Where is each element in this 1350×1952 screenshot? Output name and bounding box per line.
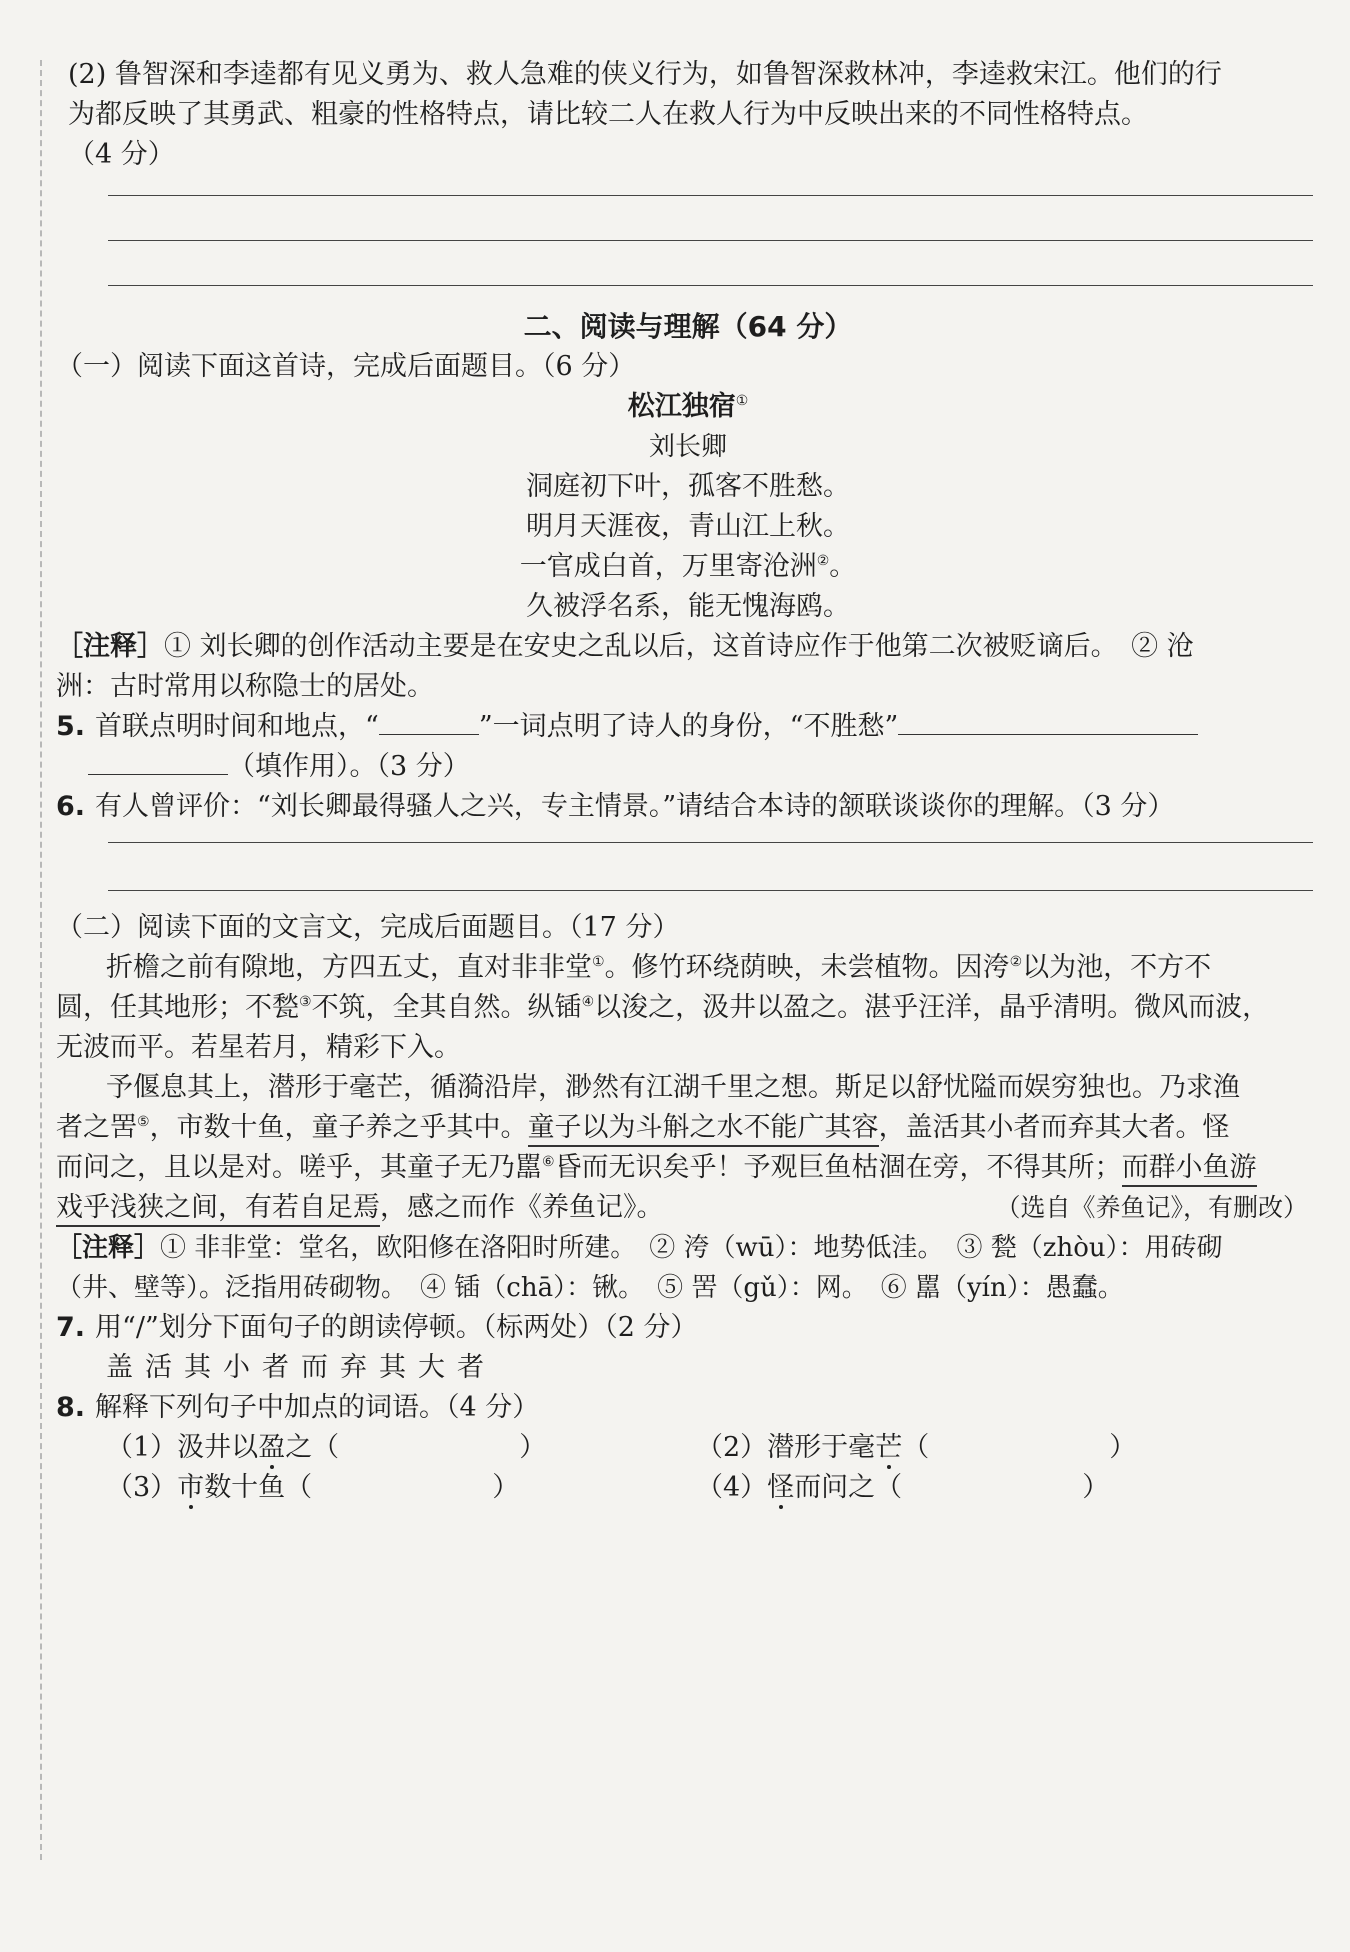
- q4-2-text-line1: (2) 鲁智深和李逵都有见义勇为、救人急难的侠义行为，如鲁智深救林冲，李逵救宋江。他们的行: [68, 59, 1222, 90]
- passage-line-4: 予偃息其上，潜形于毫芒，循漪沿岸，渺然有江湖千里之想。斯足以舒忧隘而娱穷独也。乃求渔: [106, 1072, 1240, 1103]
- q8-item-3: [106, 1463, 519, 1513]
- q4-2-score: （4 分）: [68, 139, 175, 170]
- answer-line-q6-2[interactable]: [108, 890, 1313, 891]
- underlined-sentence: 而群小鱼游: [1122, 1152, 1257, 1187]
- footnote-marker: ②: [1009, 954, 1023, 970]
- q8-close-paren: ）: [1082, 1472, 1110, 1503]
- binding-margin-line: [40, 60, 42, 1860]
- q7-sentence[interactable]: 盖活其小者而弃其大者: [106, 1352, 496, 1383]
- q8-text: 解释下列句子中加点的词语。（4 分）: [95, 1392, 540, 1423]
- footnote-marker: ⑥: [542, 1154, 555, 1170]
- note-label: ［注释］: [56, 1233, 161, 1263]
- underlined-sentence: 戏乎浅狭之间，有若自足焉: [56, 1192, 380, 1227]
- passage-text: 者之罟: [56, 1112, 137, 1143]
- q5-blank-2[interactable]: [898, 706, 1198, 735]
- poem-line-2: 明月天涯夜，青山江上秋。: [526, 511, 850, 542]
- dotted-word: 怪: [767, 1472, 795, 1503]
- question-number: 8.: [56, 1392, 86, 1423]
- passage-text: ，感之而作《养鱼记》。: [380, 1192, 664, 1223]
- q8-close-paren: ）: [1109, 1432, 1137, 1463]
- answer-line-q4-3[interactable]: [108, 285, 1313, 286]
- passage-line-3: 无波而平。若星若月，精彩下入。: [56, 1032, 461, 1063]
- poem-line-3-text: 一官成白首，万里寄沧洲: [519, 551, 817, 582]
- q5-blank-3[interactable]: [88, 746, 228, 775]
- passage-text: 折檐之前有隙地，方四五丈，直对非非堂: [106, 952, 592, 983]
- poem-title: 松江独宿: [627, 391, 736, 422]
- poem-line-4: 久被浮名系，能无愧海鸥。: [526, 591, 850, 622]
- passage-text: 以浚之，汲井以盈之。湛乎汪洋，晶乎清明。微风而波，: [594, 992, 1270, 1023]
- footnote-marker: ①: [592, 954, 605, 970]
- q8-item-4: [696, 1463, 1109, 1513]
- q5-text-c: （填作用）。（3 分）: [228, 751, 470, 782]
- poem-note-1: ① 刘长卿的创作活动主要是在安史之乱以后，这首诗应作于他第二次被贬谪后。 ② 沧: [164, 631, 1194, 662]
- q8-close-paren: ）: [519, 1432, 547, 1463]
- question-number: 6.: [56, 791, 86, 822]
- passage-note: ① 非非堂：堂名，欧阳修在洛阳时所建。 ② 洿（wū）：地势低洼。 ③ 甃（zhòu）：用砖砌: [160, 1233, 1223, 1263]
- passage-text: 。修竹环绕荫映，未尝植物。因洿: [604, 952, 1010, 983]
- passage-text: 以为池，不方不: [1022, 952, 1212, 983]
- q5-text-b: ”一词点明了诗人的身份，“不胜愁”: [478, 711, 899, 742]
- poem-notes-line2: 洲：古时常用以称隐士的居处。: [56, 671, 434, 702]
- answer-line-q6-1[interactable]: [108, 842, 1313, 843]
- question-number: 5.: [56, 711, 86, 742]
- poem-author: 刘长卿: [648, 432, 727, 462]
- q8-close-paren: ）: [492, 1472, 520, 1503]
- passage-text: ，市数十鱼，童子养之乎其中。: [149, 1112, 528, 1143]
- footnote-marker: ③: [299, 994, 312, 1010]
- footnote-marker: ⑤: [137, 1114, 150, 1130]
- passage-text: ，盖活其小者而弃其大者。怪: [878, 1112, 1230, 1143]
- underlined-sentence: 童子以为斗斛之水不能广其容: [528, 1112, 879, 1147]
- question-number: 7.: [56, 1312, 86, 1343]
- answer-line-q4-2[interactable]: [108, 240, 1313, 241]
- q8-item-text: 之（: [285, 1432, 340, 1463]
- note-label: ［注释］: [56, 631, 164, 662]
- dotted-word: 盈: [258, 1432, 286, 1463]
- q8-item-text: 数十鱼（: [204, 1472, 313, 1503]
- q8-item-text: （3）: [106, 1472, 178, 1503]
- q5-blank-1[interactable]: [379, 706, 479, 735]
- footnote-marker: ②: [816, 553, 830, 569]
- q8-item-text: （2）潜形于毫: [696, 1432, 876, 1463]
- passage-source: （选自《养鱼记》，有删改）: [995, 1193, 1308, 1222]
- part1-intro: （一）阅读下面这首诗，完成后面题目。（6 分）: [56, 351, 636, 382]
- poem-line-3-end: 。: [829, 551, 857, 582]
- passage-text: 而问之，且以是对。嗟乎，其童子无乃嚚: [56, 1152, 542, 1183]
- q7-text: 用“/”划分下面句子的朗读停顿。（标两处）（2 分）: [95, 1312, 698, 1343]
- q8-item-text: （: [902, 1432, 930, 1463]
- question-6: [56, 782, 1174, 832]
- section-title: 二、阅读与理解（64 分）: [523, 310, 853, 343]
- passage-notes-line2: （井、壁等）。泛指用砖砌物。 ④ 锸（chā）：锹。 ⑤ 罟（gǔ）：网。 ⑥ 嚚（yín）：愚蠢。: [56, 1273, 1124, 1303]
- footnote-marker: ④: [581, 994, 595, 1010]
- q5-text-a: 首联点明时间和地点，“: [95, 711, 379, 742]
- q6-text: 有人曾评价：“刘长卿最得骚人之兴，专主情景。”请结合本诗的颔联谈谈你的理解。（3 分）: [95, 791, 1175, 822]
- dotted-word: 芒: [875, 1432, 903, 1463]
- poem-line-1: 洞庭初下叶，孤客不胜愁。: [526, 471, 850, 502]
- footnote-marker: ①: [735, 393, 749, 409]
- q8-item-text: （4）: [696, 1472, 768, 1503]
- passage-text: 昏而无识矣乎！予观巨鱼枯涸在旁，不得其所；: [554, 1152, 1122, 1183]
- passage-text: 圆，任其地形；不甃: [56, 992, 299, 1023]
- answer-line-q4-1[interactable]: [108, 195, 1313, 196]
- passage-text: 不筑，全其自然。纵锸: [311, 992, 582, 1023]
- q8-item-text: （1）汲井以: [106, 1432, 259, 1463]
- q4-2-text-line2: 为都反映了其勇武、粗豪的性格特点，请比较二人在救人行为中反映出来的不同性格特点。: [68, 99, 1148, 130]
- q8-item-text: 而问之（: [794, 1472, 903, 1503]
- dotted-word: 市: [177, 1472, 205, 1503]
- part2-intro: （二）阅读下面的文言文，完成后面题目。（17 分）: [56, 912, 680, 943]
